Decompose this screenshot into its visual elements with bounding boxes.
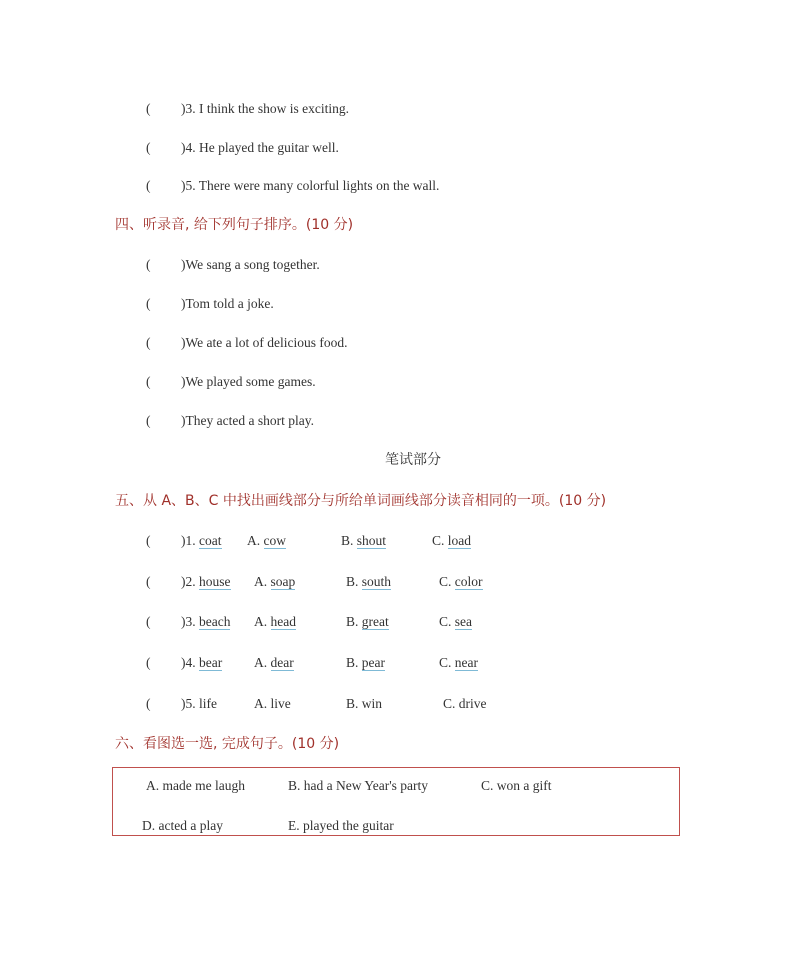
item-number: )5.: [181, 696, 199, 711]
option-a-word: head: [270, 614, 296, 629]
option-b-label: B.: [346, 655, 362, 670]
option-b: B. had a New Year's party: [288, 778, 429, 793]
option-c-label: C.: [439, 655, 455, 670]
item-text: )Tom told a joke.: [181, 296, 274, 311]
item-number: )1.: [181, 533, 199, 548]
answer-paren[interactable]: (: [146, 413, 151, 428]
option-b-word: south: [361, 574, 392, 589]
item-text: )We played some games.: [181, 374, 316, 389]
answer-paren[interactable]: (: [146, 574, 151, 589]
answer-paren[interactable]: (: [146, 655, 151, 670]
option-b-label: B.: [346, 574, 362, 589]
item-number: )2.: [181, 574, 199, 589]
item-text: )3. I think the show is exciting.: [181, 101, 349, 116]
option-a-label: A.: [254, 696, 271, 711]
answer-paren[interactable]: (: [146, 335, 151, 350]
item-text: )5. There were many colorful lights on the wall.: [181, 178, 440, 193]
option-a-word: cow: [263, 533, 286, 548]
item-text: )They acted a short play.: [181, 413, 314, 428]
option-b-word: shout: [356, 533, 387, 548]
option-a-word: dear: [270, 655, 294, 670]
option-b-label: B.: [346, 614, 362, 629]
item-text: )We ate a lot of delicious food.: [181, 335, 348, 350]
option-a: A. made me laugh: [146, 778, 245, 793]
option-b-word: pear: [361, 655, 385, 670]
answer-paren[interactable]: (: [146, 696, 151, 711]
item-number: )4.: [181, 655, 199, 670]
option-d: D. acted a play: [142, 818, 223, 833]
section6-heading: 六、看图选一选, 完成句子。(10 分): [115, 736, 340, 752]
options-box: [112, 767, 680, 836]
option-c-label: C.: [439, 574, 455, 589]
answer-paren[interactable]: (: [146, 533, 151, 548]
option-c-word: load: [447, 533, 472, 548]
option-e: E. played the guitar: [288, 818, 394, 833]
option-c-label: C.: [439, 614, 455, 629]
option-b-word: great: [361, 614, 389, 629]
option-a-label: A.: [247, 533, 264, 548]
given-word: house: [199, 574, 231, 589]
option-a-label: A.: [254, 574, 271, 589]
option-b-label: B.: [341, 533, 357, 548]
option-c-label: C.: [432, 533, 448, 548]
option-c-word: near: [454, 655, 478, 670]
answer-paren[interactable]: (: [146, 257, 151, 272]
answer-paren[interactable]: (: [146, 178, 151, 193]
option-b-label: B.: [346, 696, 362, 711]
answer-paren[interactable]: (: [146, 296, 151, 311]
option-a-label: A.: [254, 655, 271, 670]
option-c: C. won a gift: [481, 778, 552, 793]
option-c-word: color: [454, 574, 483, 589]
option-b-word: win: [361, 696, 383, 711]
answer-paren[interactable]: (: [146, 140, 151, 155]
option-a-label: A.: [254, 614, 271, 629]
given-word: bear: [199, 655, 223, 670]
item-text: )We sang a song together.: [181, 257, 320, 272]
item-text: )4. He played the guitar well.: [181, 140, 339, 155]
written-part-title: 笔试部分: [385, 452, 441, 468]
section4-heading: 四、听录音, 给下列句子排序。(10 分): [115, 217, 354, 233]
answer-paren[interactable]: (: [146, 614, 151, 629]
section5-heading: 五、从 A、B、C 中找出画线部分与所给单词画线部分读音相同的一项。(10 分): [115, 493, 607, 509]
item-number: )3.: [181, 614, 199, 629]
given-word: coat: [199, 533, 222, 548]
answer-paren[interactable]: (: [146, 101, 151, 116]
answer-paren[interactable]: (: [146, 374, 151, 389]
option-c-word: drive: [458, 696, 487, 711]
option-c-word: sea: [454, 614, 473, 629]
option-a-word: soap: [270, 574, 296, 589]
option-c-label: C.: [443, 696, 459, 711]
option-a-word: live: [270, 696, 291, 711]
given-word: life: [199, 696, 217, 711]
given-word: beach: [199, 614, 231, 629]
